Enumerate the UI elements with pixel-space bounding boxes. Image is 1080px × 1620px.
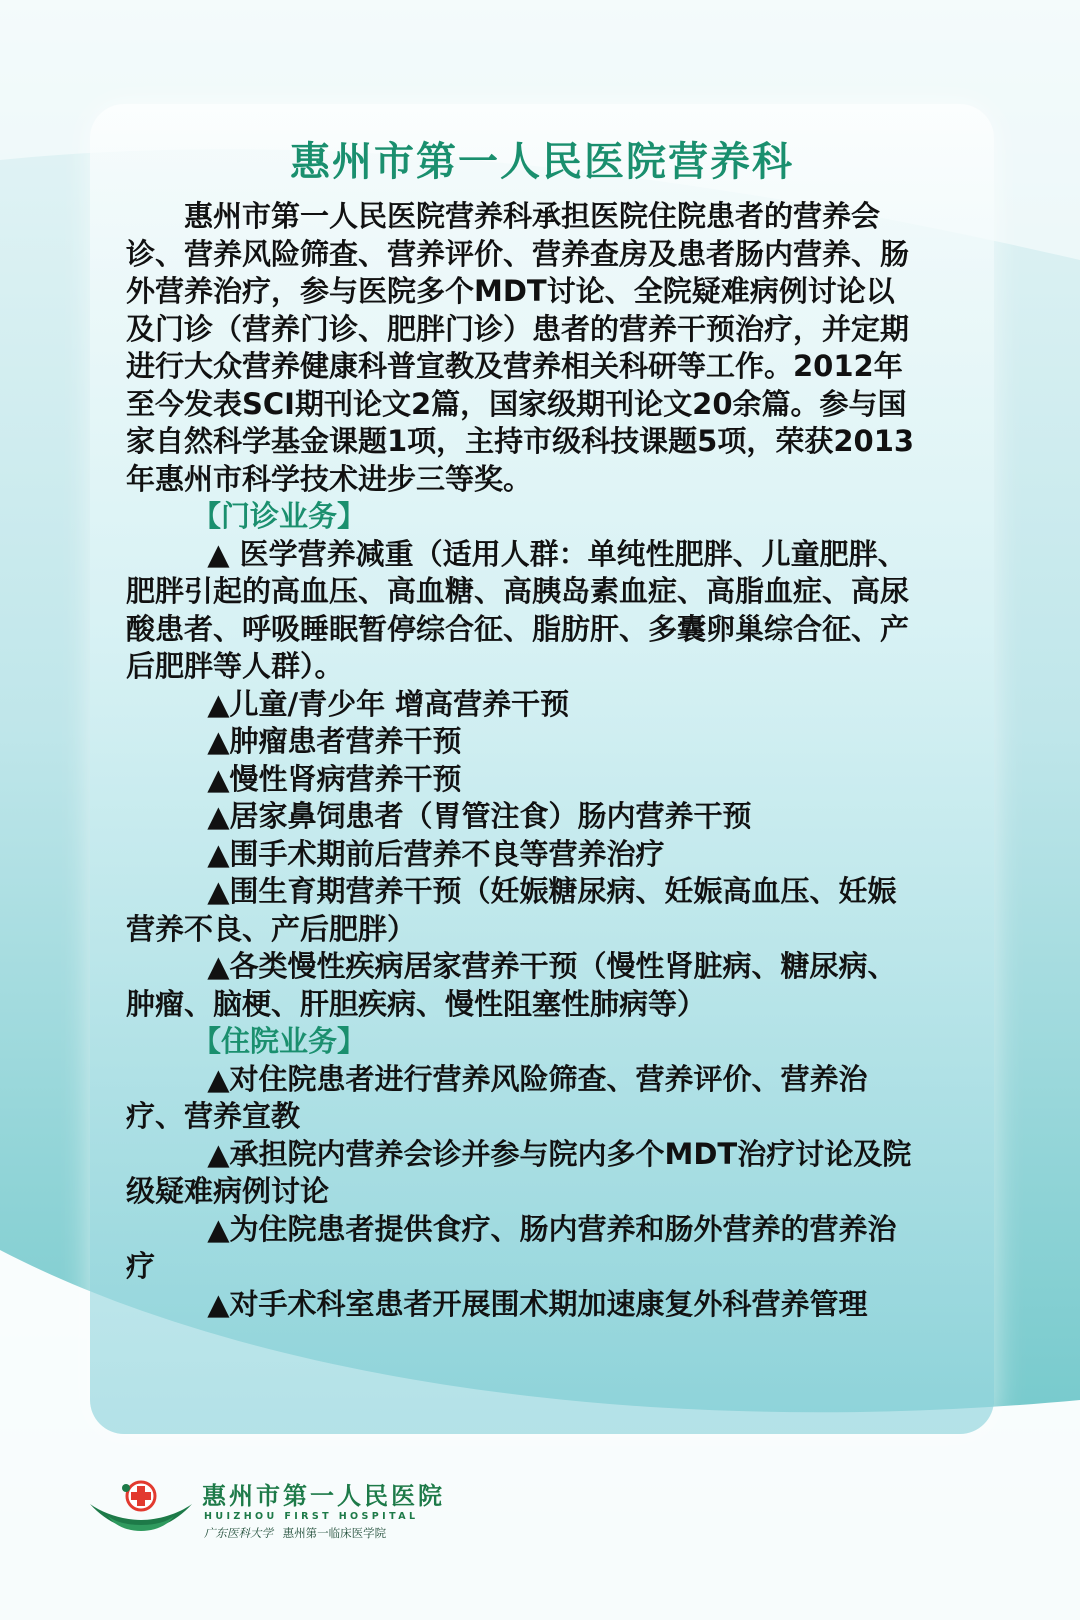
intro-paragraph: 惠州市第一人民医院营养科承担医院住院患者的营养会诊、营养风险筛查、营养评价、营养查房及患者肠内营养、肠外营养治疗，参与医院多个MDT讨论、全院疑难病例讨论以及门诊（营养门诊、肥胖门诊）患者的营养干预治疗，并定期进行大众营养健康科普宣教及营养相关科研等工作。2012年至今发表SCI期刊论文2篇，国家级期刊论文20余篇。参与国家自然科学基金课题1项，主持市级科技课题5项，荣获2013年惠州市科学技术进步三等奖。: [126, 199, 915, 496]
hospital-logo-icon: [86, 1474, 196, 1544]
hospital-name-en: HUIZHOU FIRST HOSPITAL: [204, 1511, 419, 1522]
outpatient-item: ▲居家鼻饲患者（胃管注食）肠内营养干预: [207, 799, 752, 833]
inpatient-heading: 【住院业务】: [192, 1024, 367, 1058]
hospital-logo: [86, 1470, 446, 1560]
hospital-affiliation: [204, 1525, 386, 1541]
outpatient-item: ▲各类慢性疾病居家营养干预（慢性肾脏病、糖尿病、肿瘤、脑梗、肝胆疾病、慢性阻塞性肺病等）: [126, 949, 897, 1021]
outpatient-item: ▲儿童/青少年 增高营养干预: [207, 686, 570, 721]
outpatient-item: ▲慢性肾病营养干预: [207, 761, 462, 796]
outpatient-item: ▲肿瘤患者营养干预: [207, 724, 462, 758]
college-name: 惠州第一临床医学院: [282, 1526, 387, 1540]
inpatient-item: ▲为住院患者提供食疗、肠内营养和肠外营养的营养治疗: [126, 1211, 897, 1283]
hospital-name-cn: 惠州市第一人民医院: [202, 1481, 445, 1510]
page-title: 惠州市第一人民医院营养科: [290, 139, 794, 185]
main-content: [126, 198, 916, 1323]
inpatient-item: ▲承担院内营养会诊并参与院内多个MDT治疗讨论及院级疑难病例讨论: [126, 1136, 912, 1208]
inpatient-item: ▲对手术科室患者开展围术期加速康复外科营养管理: [207, 1286, 868, 1321]
outpatient-item: ▲围生育期营养干预（妊娠糖尿病、妊娠高血压、妊娠营养不良、产后肥胖）: [126, 874, 897, 946]
outpatient-heading: 【门诊业务】: [192, 499, 367, 533]
outpatient-item: ▲ 医学营养减重（适用人群：单纯性肥胖、儿童肥胖、肥胖引起的高血压、高血糖、高胰岛素血症、高脂血症、高尿酸患者、呼吸睡眠暂停综合征、脂肪肝、多囊卵巢综合征、产后肥胖等人群）。: [126, 536, 910, 683]
university-name: 广东医科大学: [204, 1526, 273, 1540]
outpatient-item: ▲围手术期前后营养不良等营养治疗: [207, 836, 665, 871]
inpatient-item: ▲对住院患者进行营养风险筛查、营养评价、营养治疗、营养宣教: [126, 1061, 868, 1133]
